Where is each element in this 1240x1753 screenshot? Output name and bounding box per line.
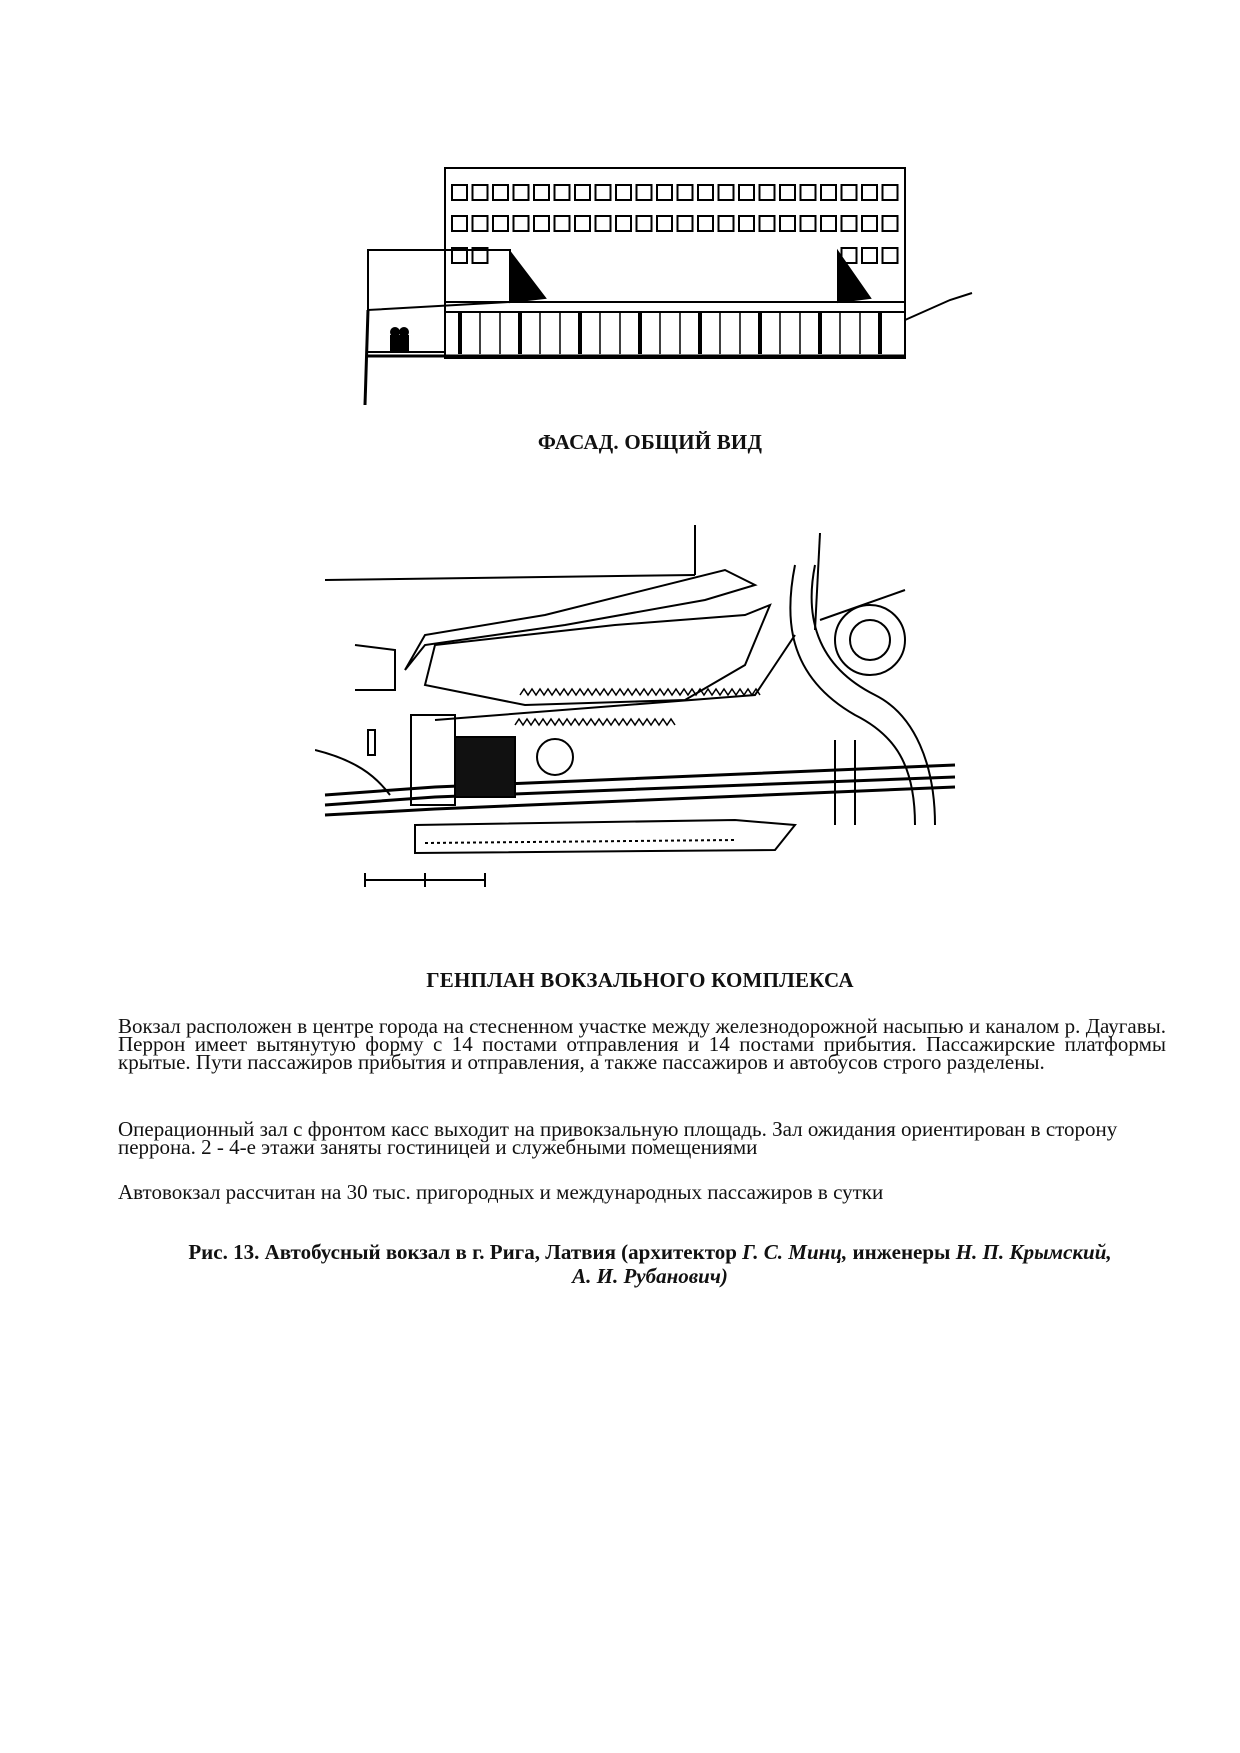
- figure-caption: [180, 1240, 1120, 1288]
- caption-engineers: Н. П. Крымский, А. И. Рубанович): [572, 1240, 1112, 1288]
- site-plan-caption: ГЕНПЛАН ВОКЗАЛЬНОГО КОМПЛЕКСА: [426, 968, 854, 992]
- plan-boundary: [325, 525, 905, 630]
- site-plan-drawing: [315, 525, 985, 910]
- facade-caption: ФАСАД. ОБЩИЙ ВИД: [537, 430, 763, 454]
- platform-outline: [405, 570, 795, 720]
- left-bank: [315, 645, 395, 795]
- caption-prefix: Рис. 13. Автобусный вокзал в г. Рига, Латвия (архитектор: [188, 1240, 743, 1264]
- paragraph-capacity: Автовокзал рассчитан на 30 тыс. пригородных и международных пассажиров в сутки: [118, 1180, 884, 1204]
- scale-bar: [365, 873, 485, 887]
- zigzag-hatching: [515, 689, 760, 725]
- caption-architect: Г. С. Минц,: [742, 1240, 848, 1264]
- lower-platform: [415, 820, 795, 853]
- paragraph-location: Вокзал расположен в центре города на стесненном участке между железнодорожной насыпью и каналом р. Даугавы. Перрон имеет вытянутую форму с 14 постами отправления и 14 постами прибытия. Пассажирские платформы крытые. Пути пассажиров прибытия и отправления, а также пассажиров и автобусов строго разделены.: [118, 1014, 1166, 1074]
- paragraph-operations: Операционный зал с фронтом касс выходит на привокзальную площадь. Зал ожидания ориентирован в сторону перрона. 2 - 4-е этажи заняты гостиницей и служебными помещениями: [118, 1117, 1118, 1159]
- facade-drawing: [360, 160, 990, 410]
- facade-building: [365, 168, 972, 405]
- railway-tracks: [325, 765, 955, 815]
- caption-middle: инженеры: [847, 1240, 956, 1264]
